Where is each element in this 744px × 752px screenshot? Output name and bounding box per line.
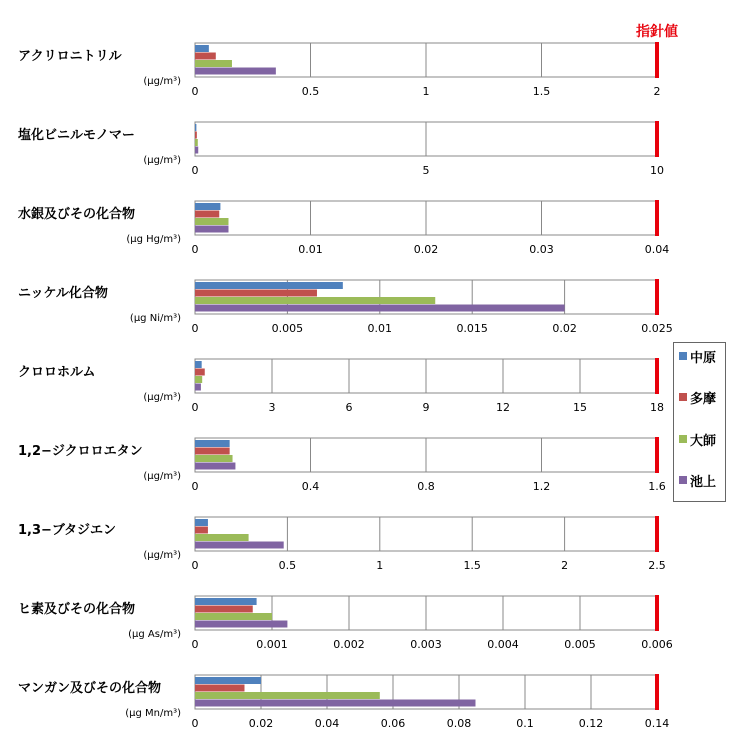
legend-item-daishi bbox=[679, 431, 716, 447]
panel bbox=[18, 437, 666, 493]
tick-label: 0.001 bbox=[256, 638, 288, 651]
bar bbox=[195, 45, 209, 52]
panel bbox=[18, 42, 661, 98]
bar bbox=[195, 519, 208, 526]
bar bbox=[195, 132, 197, 139]
tick-label: 3 bbox=[268, 401, 276, 414]
tick-label: 0.02 bbox=[248, 717, 274, 730]
panel bbox=[18, 358, 664, 414]
tick-label: 0.14 bbox=[644, 717, 670, 730]
tick-label: 0.003 bbox=[410, 638, 442, 651]
bar bbox=[195, 621, 287, 628]
bar bbox=[195, 692, 380, 699]
tick-label: 0.08 bbox=[446, 717, 472, 730]
unit-label: (μg/m³) bbox=[143, 76, 181, 87]
bar bbox=[195, 211, 219, 218]
panel bbox=[18, 674, 669, 730]
legend-swatch bbox=[679, 476, 687, 484]
panel-title: ヒ素及びその化合物 bbox=[18, 602, 136, 617]
bar bbox=[195, 290, 317, 297]
legend-label: 大師 bbox=[690, 433, 717, 449]
tick-label: 0.06 bbox=[380, 717, 406, 730]
tick-label: 10 bbox=[650, 164, 664, 177]
tick-label: 0.5 bbox=[278, 559, 297, 572]
panel bbox=[18, 516, 666, 572]
unit-label: (μg As/m³) bbox=[128, 629, 181, 640]
legend-item-tama bbox=[679, 389, 716, 405]
panel-title: 塩化ビニルモノマー bbox=[18, 128, 135, 143]
tick-label: 0 bbox=[191, 164, 199, 177]
legend-item-nakahara bbox=[679, 348, 716, 364]
tick-label: 1.6 bbox=[648, 480, 666, 493]
bar bbox=[195, 139, 198, 146]
tick-label: 0.002 bbox=[333, 638, 365, 651]
tick-label: 0 bbox=[191, 322, 199, 335]
tick-label: 0 bbox=[191, 401, 199, 414]
bar bbox=[195, 305, 565, 312]
tick-label: 0.025 bbox=[641, 322, 673, 335]
tick-label: 1.5 bbox=[463, 559, 481, 572]
tick-label: 0.1 bbox=[516, 717, 534, 730]
legend-swatch bbox=[679, 393, 687, 401]
bar bbox=[195, 613, 272, 620]
bar bbox=[195, 685, 245, 692]
legend-label: 多摩 bbox=[690, 391, 717, 407]
bar bbox=[195, 226, 228, 233]
bar bbox=[195, 455, 233, 462]
bar bbox=[195, 369, 205, 376]
tick-label: 18 bbox=[650, 401, 664, 414]
panel bbox=[18, 595, 673, 651]
tick-label: 0.8 bbox=[417, 480, 435, 493]
panel bbox=[18, 279, 673, 335]
bar bbox=[195, 542, 284, 549]
bar bbox=[195, 53, 216, 60]
panel-title: 水銀及びその化合物 bbox=[18, 207, 136, 222]
legend-swatch bbox=[679, 435, 687, 443]
legend bbox=[673, 342, 726, 502]
bar bbox=[195, 598, 257, 605]
legend-swatch bbox=[679, 352, 687, 360]
tick-label: 0 bbox=[191, 717, 199, 730]
tick-label: 2.5 bbox=[648, 559, 666, 572]
panel-title: 1,3−ブタジエン bbox=[18, 523, 117, 538]
tick-label: 9 bbox=[422, 401, 430, 414]
bar bbox=[195, 218, 228, 225]
unit-label: (μg Ni/m³) bbox=[129, 313, 181, 324]
tick-label: 0.04 bbox=[314, 717, 340, 730]
bar bbox=[195, 463, 235, 470]
tick-label: 0 bbox=[191, 638, 199, 651]
guideline-title: 指針値 bbox=[636, 24, 678, 40]
tick-label: 0.005 bbox=[271, 322, 304, 335]
chart-panels bbox=[18, 42, 673, 730]
panel-title: ニッケル化合物 bbox=[18, 286, 108, 301]
tick-label: 0.006 bbox=[641, 638, 673, 651]
bar bbox=[195, 440, 230, 447]
tick-label: 0.005 bbox=[564, 638, 596, 651]
panel bbox=[18, 121, 664, 177]
tick-label: 2 bbox=[653, 85, 661, 98]
tick-label: 15 bbox=[573, 401, 587, 414]
bar bbox=[195, 203, 220, 210]
legend-label: 池上 bbox=[690, 474, 717, 490]
bar bbox=[195, 297, 435, 304]
tick-label: 0.004 bbox=[487, 638, 519, 651]
unit-label: (μg Mn/m³) bbox=[125, 708, 181, 719]
tick-label: 1.2 bbox=[532, 480, 551, 493]
bar bbox=[195, 677, 261, 684]
bar bbox=[195, 282, 343, 289]
bar bbox=[195, 700, 476, 707]
bar bbox=[195, 361, 202, 368]
tick-label: 0 bbox=[191, 559, 199, 572]
tick-label: 0.5 bbox=[301, 85, 320, 98]
bar bbox=[195, 448, 230, 455]
tick-label: 6 bbox=[345, 401, 353, 414]
tick-label: 0.02 bbox=[413, 243, 439, 256]
tick-label: 2 bbox=[561, 559, 569, 572]
tick-label: 0.01 bbox=[367, 322, 393, 335]
tick-label: 0.03 bbox=[529, 243, 554, 256]
bar bbox=[195, 124, 196, 131]
unit-label: (μg/m³) bbox=[143, 550, 181, 561]
bar bbox=[195, 534, 249, 541]
bar bbox=[195, 147, 198, 154]
panel-title: マンガン及びその化合物 bbox=[18, 681, 162, 696]
bar bbox=[195, 384, 201, 391]
tick-label: 1 bbox=[422, 85, 430, 98]
tick-label: 0 bbox=[191, 480, 199, 493]
tick-label: 0 bbox=[191, 85, 199, 98]
unit-label: (μg Hg/m³) bbox=[126, 234, 181, 245]
tick-label: 12 bbox=[496, 401, 510, 414]
tick-label: 0 bbox=[191, 243, 199, 256]
unit-label: (μg/m³) bbox=[143, 471, 181, 482]
bar bbox=[195, 527, 208, 534]
tick-label: 0.02 bbox=[552, 322, 577, 335]
tick-label: 0.01 bbox=[298, 243, 323, 256]
tick-label: 0.4 bbox=[301, 480, 320, 493]
panel bbox=[18, 200, 669, 256]
tick-label: 1 bbox=[376, 559, 384, 572]
tick-label: 0.04 bbox=[644, 243, 670, 256]
legend-label: 中原 bbox=[690, 350, 717, 366]
panel-title: アクリロニトリル bbox=[18, 49, 122, 64]
unit-label: (μg/m³) bbox=[143, 155, 181, 166]
tick-label: 1.5 bbox=[532, 85, 551, 98]
bar bbox=[195, 376, 202, 383]
panel-title: クロロホルム bbox=[18, 365, 96, 380]
unit-label: (μg/m³) bbox=[143, 392, 181, 403]
tick-label: 0.015 bbox=[456, 322, 488, 335]
panel-title: 1,2−ジクロロエタン bbox=[18, 444, 143, 459]
tick-label: 0.12 bbox=[578, 717, 604, 730]
legend-item-ikegami bbox=[679, 472, 716, 488]
bar bbox=[195, 68, 276, 75]
bar bbox=[195, 606, 253, 613]
bar bbox=[195, 60, 232, 67]
tick-label: 5 bbox=[422, 164, 430, 177]
